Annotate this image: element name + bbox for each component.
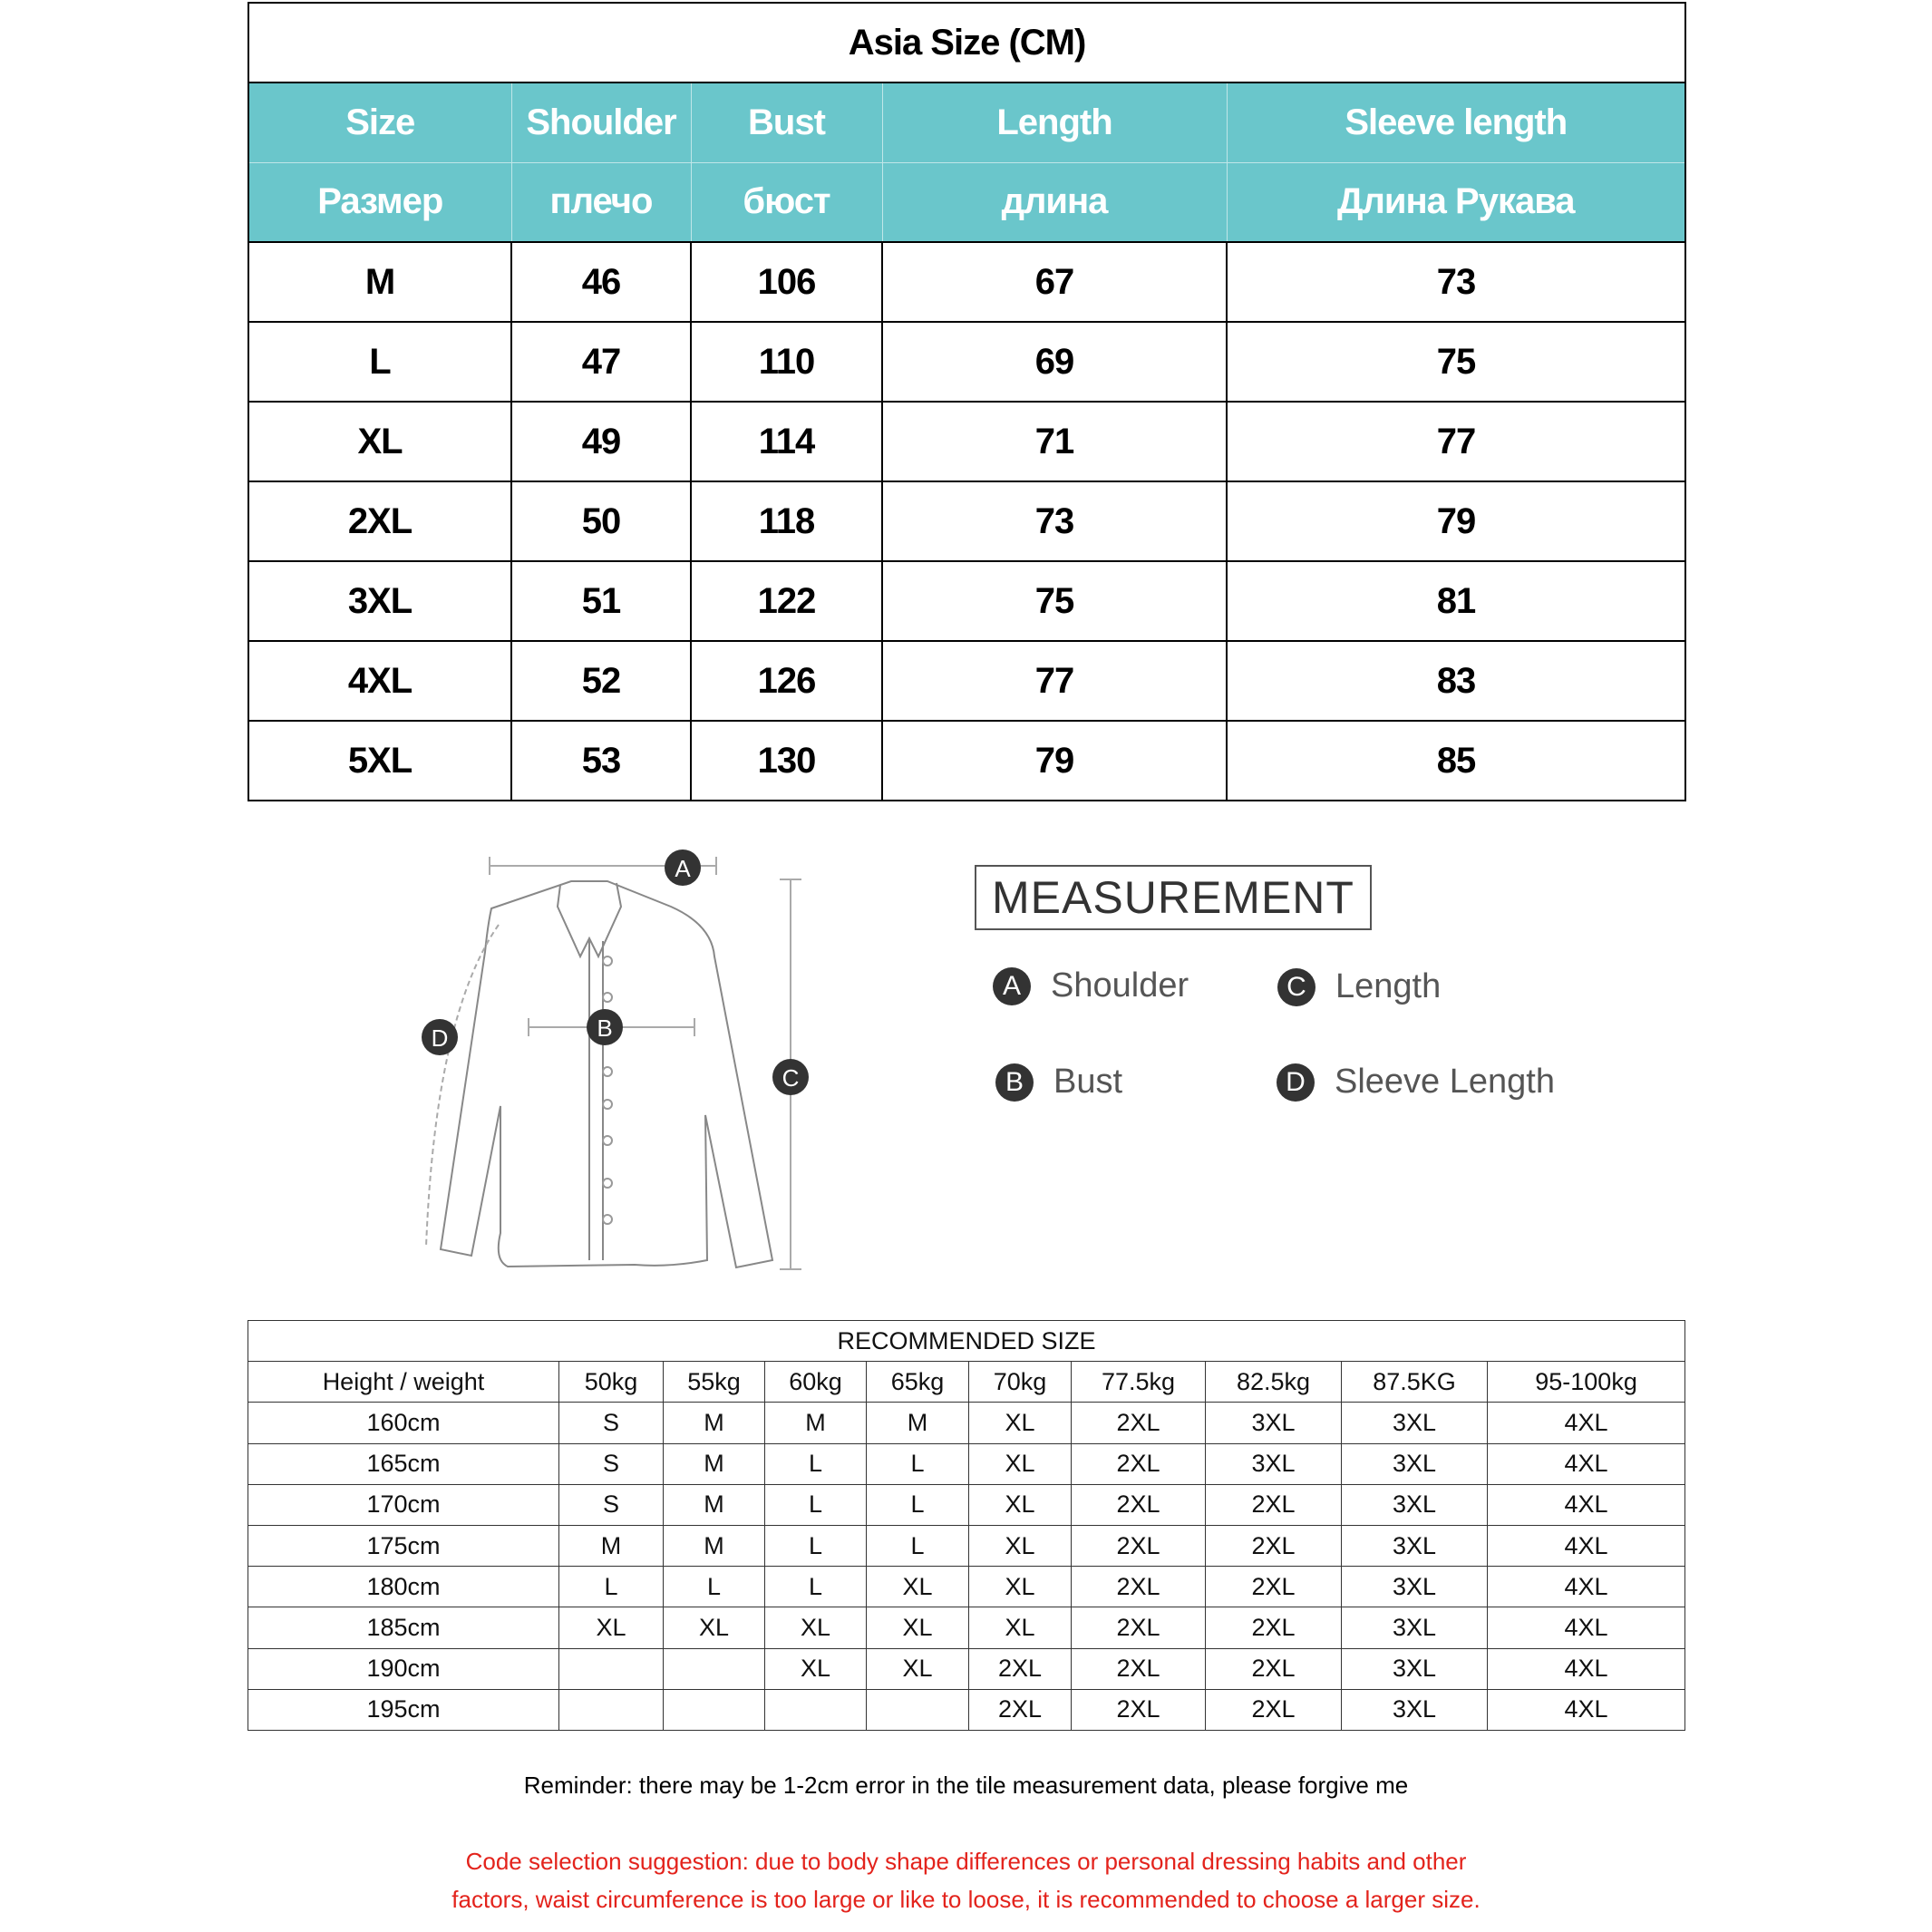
column-header: 77.5kg: [1072, 1362, 1206, 1403]
table-cell: 2XL: [1072, 1607, 1206, 1648]
table-cell: 3XL: [1342, 1484, 1488, 1525]
table-cell: 67: [882, 242, 1227, 322]
table-cell: [559, 1648, 664, 1689]
table-cell: 51: [511, 561, 691, 641]
marker-a-icon: A: [993, 967, 1031, 1005]
table-cell: 3XL: [1342, 1443, 1488, 1484]
svg-text:B: B: [597, 1015, 613, 1042]
header-ru: бюст: [691, 162, 882, 242]
table-cell: 4XL: [1488, 1648, 1685, 1689]
table-cell: 130: [691, 721, 882, 801]
column-header: 95-100kg: [1488, 1362, 1685, 1403]
table-cell: 2XL: [1206, 1648, 1342, 1689]
table-cell: [664, 1689, 765, 1730]
table-cell: 195cm: [248, 1689, 559, 1730]
table-cell: 79: [882, 721, 1227, 801]
column-header: Height / weight: [248, 1362, 559, 1403]
table-cell: 2XL: [1206, 1567, 1342, 1607]
table-cell: 71: [882, 402, 1227, 481]
table-cell: 165cm: [248, 1443, 559, 1484]
table-cell: 4XL: [1488, 1443, 1685, 1484]
table-cell: L: [867, 1443, 969, 1484]
measurement-title: MEASUREMENT: [975, 865, 1372, 930]
table-cell: 77: [882, 641, 1227, 721]
header-ru: плечо: [511, 162, 691, 242]
table-cell: XL: [559, 1607, 664, 1648]
legend-length: [1277, 967, 1441, 1006]
recommended-size-table: [248, 1320, 1685, 1731]
table-cell: 75: [1227, 322, 1685, 402]
column-header: 70kg: [969, 1362, 1072, 1403]
table-row: [248, 1689, 1685, 1730]
table-cell: 4XL: [1488, 1484, 1685, 1525]
table-cell: 160cm: [248, 1403, 559, 1443]
table-cell: 185cm: [248, 1607, 559, 1648]
table-row: [248, 1403, 1685, 1443]
legend-label: Sleeve Length: [1335, 1063, 1555, 1101]
table-cell: 3XL: [1342, 1525, 1488, 1566]
table-cell: M: [559, 1525, 664, 1566]
table-cell: L: [867, 1525, 969, 1566]
table-cell: [664, 1648, 765, 1689]
header-en: Shoulder: [511, 83, 691, 162]
table-cell: L: [765, 1525, 867, 1566]
table-cell: 2XL: [1072, 1403, 1206, 1443]
table-cell: 2XL: [1072, 1443, 1206, 1484]
table-cell: XL: [867, 1648, 969, 1689]
table-cell: 3XL: [1342, 1689, 1488, 1730]
table-cell: [559, 1689, 664, 1730]
table-cell: L: [765, 1484, 867, 1525]
column-header: 60kg: [765, 1362, 867, 1403]
header-en: Bust: [691, 83, 882, 162]
table-cell: 2XL: [248, 481, 511, 561]
header-ru: Длина Рукава: [1227, 162, 1685, 242]
table-cell: 2XL: [1072, 1525, 1206, 1566]
table-cell: 46: [511, 242, 691, 322]
table-cell: M: [765, 1403, 867, 1443]
table-cell: M: [664, 1525, 765, 1566]
table-cell: XL: [969, 1525, 1072, 1566]
marker-d-icon: [422, 1019, 458, 1055]
suggestion-line-1: Code selection suggestion: due to body shape differences or personal dressing habits and other: [465, 1848, 1467, 1875]
table-cell: 2XL: [1072, 1648, 1206, 1689]
table-cell: 69: [882, 322, 1227, 402]
table-cell: 2XL: [1072, 1689, 1206, 1730]
table-cell: 4XL: [1488, 1403, 1685, 1443]
table-cell: 110: [691, 322, 882, 402]
table-cell: L: [559, 1567, 664, 1607]
table-cell: S: [559, 1403, 664, 1443]
table-cell: 3XL: [1342, 1403, 1488, 1443]
table-cell: [765, 1689, 867, 1730]
table-cell: S: [559, 1484, 664, 1525]
shirt-diagram: [399, 834, 834, 1278]
table-cell: 3XL: [1342, 1607, 1488, 1648]
svg-text:C: C: [782, 1064, 800, 1092]
table-row: [248, 481, 1685, 561]
table-cell: 4XL: [248, 641, 511, 721]
table-row: [248, 1607, 1685, 1648]
table-cell: 73: [1227, 242, 1685, 322]
table-cell: 175cm: [248, 1525, 559, 1566]
table-cell: M: [664, 1484, 765, 1525]
marker-c-icon: [772, 1059, 809, 1095]
table-cell: 4XL: [1488, 1525, 1685, 1566]
table-cell: 53: [511, 721, 691, 801]
legend-bust: [995, 1063, 1122, 1102]
table-cell: 83: [1227, 641, 1685, 721]
table-cell: 2XL: [1206, 1525, 1342, 1566]
table-cell: M: [867, 1403, 969, 1443]
table-row: [248, 1567, 1685, 1607]
marker-b-icon: [587, 1009, 623, 1045]
column-header: 87.5KG: [1342, 1362, 1488, 1403]
table-cell: 85: [1227, 721, 1685, 801]
table-cell: 126: [691, 641, 882, 721]
table-cell: 75: [882, 561, 1227, 641]
table-cell: XL: [969, 1443, 1072, 1484]
table-cell: L: [664, 1567, 765, 1607]
table-cell: 3XL: [1206, 1403, 1342, 1443]
table-cell: XL: [248, 402, 511, 481]
table-row: [248, 1648, 1685, 1689]
table-cell: 79: [1227, 481, 1685, 561]
table-cell: 2XL: [1072, 1484, 1206, 1525]
table-cell: 2XL: [1206, 1689, 1342, 1730]
recommended-title: RECOMMENDED SIZE: [248, 1321, 1685, 1362]
table-cell: 180cm: [248, 1567, 559, 1607]
size-chart-table: [248, 2, 1686, 801]
svg-text:A: A: [675, 855, 691, 882]
table-row: [248, 1484, 1685, 1525]
column-header: 82.5kg: [1206, 1362, 1342, 1403]
table-cell: 49: [511, 402, 691, 481]
table-cell: L: [765, 1443, 867, 1484]
table-cell: 190cm: [248, 1648, 559, 1689]
legend-label: Shoulder: [1051, 966, 1189, 1005]
table-row: [248, 721, 1685, 801]
table-cell: L: [867, 1484, 969, 1525]
column-header: 50kg: [559, 1362, 664, 1403]
table-cell: 122: [691, 561, 882, 641]
header-en: Size: [248, 83, 511, 162]
header-ru: длина: [882, 162, 1227, 242]
table-cell: 81: [1227, 561, 1685, 641]
table-cell: 2XL: [969, 1689, 1072, 1730]
size-chart-title: Asia Size (CM): [248, 3, 1685, 83]
table-row: [248, 1443, 1685, 1484]
suggestion-line-2: factors, waist circumference is too large or like to loose, it is recommended to choose a larger size.: [451, 1886, 1481, 1913]
table-cell: 3XL: [1342, 1648, 1488, 1689]
table-cell: 4XL: [1488, 1567, 1685, 1607]
table-cell: M: [248, 242, 511, 322]
svg-text:D: D: [431, 1024, 449, 1052]
table-cell: 52: [511, 641, 691, 721]
table-cell: 4XL: [1488, 1607, 1685, 1648]
table-cell: XL: [867, 1607, 969, 1648]
table-cell: 73: [882, 481, 1227, 561]
reminder-note: Reminder: there may be 1-2cm error in the tile measurement data, please forgive me: [523, 1772, 1409, 1799]
table-cell: XL: [765, 1607, 867, 1648]
table-cell: 2XL: [1206, 1607, 1342, 1648]
table-cell: 2XL: [1206, 1484, 1342, 1525]
table-cell: 114: [691, 402, 882, 481]
table-cell: XL: [969, 1403, 1072, 1443]
header-en: Length: [882, 83, 1227, 162]
table-cell: 3XL: [1342, 1567, 1488, 1607]
table-row: [248, 561, 1685, 641]
table-cell: 170cm: [248, 1484, 559, 1525]
table-row: [248, 402, 1685, 481]
header-en: Sleeve length: [1227, 83, 1685, 162]
table-cell: 3XL: [1206, 1443, 1342, 1484]
table-cell: 2XL: [1072, 1567, 1206, 1607]
column-header: 55kg: [664, 1362, 765, 1403]
table-row: [248, 322, 1685, 402]
table-cell: 2XL: [969, 1648, 1072, 1689]
table-cell: [867, 1689, 969, 1730]
marker-c-icon: C: [1277, 968, 1316, 1006]
legend-label: Length: [1335, 967, 1442, 1005]
table-cell: XL: [969, 1607, 1072, 1648]
table-cell: 4XL: [1488, 1689, 1685, 1730]
legend-shoulder: [993, 966, 1189, 1005]
table-cell: L: [765, 1567, 867, 1607]
marker-d-icon: D: [1277, 1063, 1315, 1102]
legend-sleeve-length: [1277, 1063, 1555, 1102]
table-cell: XL: [969, 1484, 1072, 1525]
table-cell: 118: [691, 481, 882, 561]
table-cell: 5XL: [248, 721, 511, 801]
table-row: [248, 641, 1685, 721]
table-cell: XL: [969, 1567, 1072, 1607]
table-cell: 3XL: [248, 561, 511, 641]
table-row: [248, 242, 1685, 322]
column-header: 65kg: [867, 1362, 969, 1403]
table-cell: XL: [765, 1648, 867, 1689]
table-cell: XL: [664, 1607, 765, 1648]
table-cell: 47: [511, 322, 691, 402]
table-cell: S: [559, 1443, 664, 1484]
table-cell: 106: [691, 242, 882, 322]
table-cell: L: [248, 322, 511, 402]
table-cell: M: [664, 1443, 765, 1484]
table-cell: XL: [867, 1567, 969, 1607]
legend-label: Bust: [1053, 1063, 1123, 1101]
marker-a-icon: [665, 849, 701, 886]
table-cell: 77: [1227, 402, 1685, 481]
table-cell: 50: [511, 481, 691, 561]
header-ru: Размер: [248, 162, 511, 242]
table-row: [248, 1525, 1685, 1566]
table-cell: M: [664, 1403, 765, 1443]
marker-b-icon: B: [995, 1063, 1034, 1102]
